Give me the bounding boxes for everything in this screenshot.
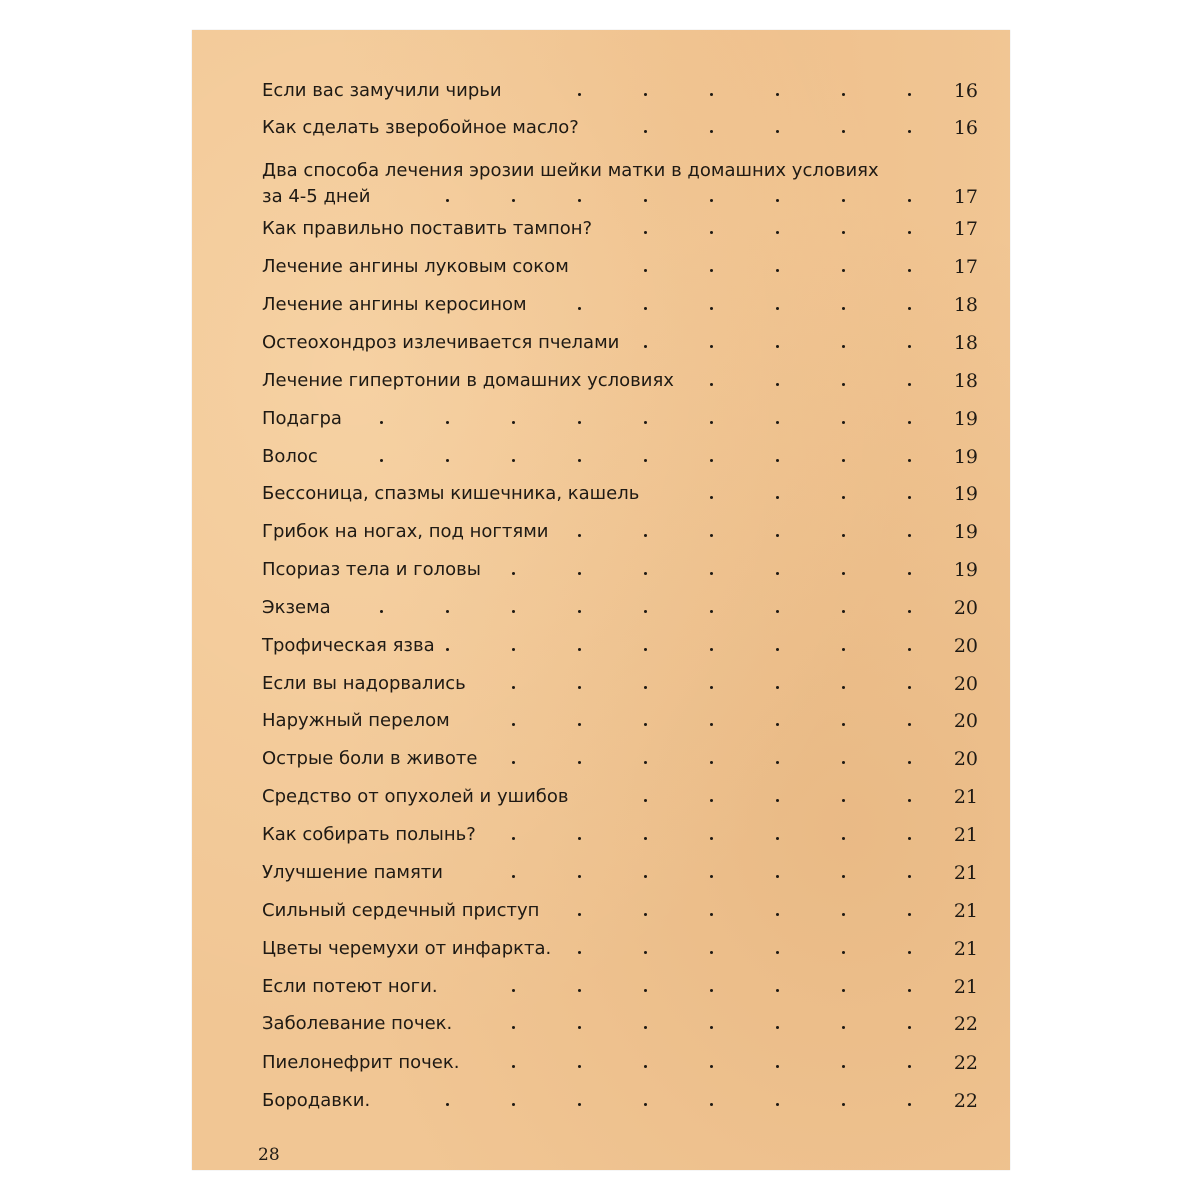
leader-dot [710, 307, 713, 310]
toc-entry-title: Лечение ангины луковым соком [262, 256, 569, 277]
toc-entry-page-number: 18 [953, 332, 978, 354]
leader-dot [776, 269, 779, 272]
toc-entry-page-number: 17 [953, 256, 978, 278]
leader-dot [710, 951, 713, 954]
leader-dot [710, 199, 713, 202]
leader-dot [842, 799, 845, 802]
leader-dot [380, 610, 383, 613]
leader-dot [710, 1103, 713, 1106]
toc-entry-title: Как правильно поставить тампон? [262, 218, 593, 239]
leader-dot [578, 761, 581, 764]
toc-entry-page-number: 20 [953, 748, 978, 770]
leader-dot [842, 1103, 845, 1106]
toc-entry-page-number: 22 [953, 1013, 978, 1035]
leader-dot [776, 686, 779, 689]
leader-dot [512, 723, 515, 726]
toc-entry-title: Подагра [262, 408, 342, 429]
leader-dot [710, 837, 713, 840]
page-number-footer: 28 [258, 1145, 280, 1165]
leader-dot [644, 345, 647, 348]
leader-dot [710, 1026, 713, 1029]
toc-entry-page-number: 22 [953, 1090, 978, 1112]
leader-dot [644, 686, 647, 689]
toc-entry-page-number: 20 [953, 710, 978, 732]
toc-entry-title: Трофическая язва [262, 635, 435, 656]
leader-dot [776, 421, 779, 424]
leader-dot [776, 913, 779, 916]
leader-dot [908, 459, 911, 462]
leader-dot [776, 345, 779, 348]
leader-dot [578, 951, 581, 954]
leader-dot [842, 534, 845, 537]
leader-dot [842, 913, 845, 916]
leader-dot [644, 648, 647, 651]
leader-dot [776, 1065, 779, 1068]
leader-dot [644, 421, 647, 424]
leader-dot [578, 1065, 581, 1068]
toc-entry-title: Пиелонефрит почек. [262, 1052, 460, 1073]
leader-dot [908, 269, 911, 272]
leader-dot [710, 1065, 713, 1068]
toc-entry-page-number: 17 [953, 218, 978, 240]
toc-entry-title: Если вы надорвались [262, 673, 466, 694]
leader-dot [908, 723, 911, 726]
leader-dot [446, 199, 449, 202]
leader-dot [644, 723, 647, 726]
leader-dot [842, 837, 845, 840]
book-page [192, 30, 1010, 1170]
table-of-contents [262, 30, 978, 1110]
leader-dot [908, 572, 911, 575]
leader-dot [842, 1065, 845, 1068]
leader-dot [908, 913, 911, 916]
toc-entry-page-number: 19 [953, 559, 978, 581]
toc-entry-title-continued: за 4-5 дней [262, 186, 371, 207]
leader-dot [710, 913, 713, 916]
toc-entry-title: Цветы черемухи от инфаркта. [262, 938, 552, 959]
leader-dot [578, 837, 581, 840]
leader-dot [908, 875, 911, 878]
leader-dot [710, 648, 713, 651]
leader-dot [776, 130, 779, 133]
toc-entry-page-number: 19 [953, 446, 978, 468]
toc-entry-title: Псориаз тела и головы [262, 559, 481, 580]
leader-dot [908, 1026, 911, 1029]
leader-dot [644, 1026, 647, 1029]
toc-entry-page-number: 19 [953, 483, 978, 505]
leader-dot [578, 989, 581, 992]
leader-dot [842, 761, 845, 764]
leader-dot [842, 93, 845, 96]
leader-dot [710, 723, 713, 726]
leader-dot [710, 231, 713, 234]
leader-dot [908, 383, 911, 386]
leader-dot [842, 610, 845, 613]
leader-dot [842, 307, 845, 310]
leader-dot [446, 610, 449, 613]
leader-dot [776, 199, 779, 202]
toc-entry-page-number: 21 [953, 786, 978, 808]
leader-dot [512, 1103, 515, 1106]
leader-dot [776, 875, 779, 878]
leader-dot [776, 496, 779, 499]
leader-dot [908, 93, 911, 96]
leader-dot [578, 307, 581, 310]
leader-dot [842, 875, 845, 878]
leader-dot [908, 130, 911, 133]
leader-dot [578, 913, 581, 916]
leader-dot [446, 421, 449, 424]
toc-entry-page-number: 16 [953, 80, 978, 102]
leader-dot [644, 1065, 647, 1068]
leader-dot [446, 648, 449, 651]
leader-dot [644, 199, 647, 202]
leader-dot [512, 989, 515, 992]
leader-dot [578, 875, 581, 878]
leader-dot [644, 269, 647, 272]
leader-dot [776, 951, 779, 954]
leader-dot [776, 1103, 779, 1106]
leader-dot [842, 723, 845, 726]
leader-dot [842, 686, 845, 689]
leader-dot [710, 610, 713, 613]
leader-dot [776, 989, 779, 992]
leader-dot [776, 383, 779, 386]
leader-dot [512, 421, 515, 424]
leader-dot [380, 421, 383, 424]
leader-dot [578, 93, 581, 96]
leader-dot [710, 686, 713, 689]
leader-dot [644, 610, 647, 613]
leader-dot [842, 1026, 845, 1029]
toc-entry-page-number: 20 [953, 597, 978, 619]
leader-dot [710, 875, 713, 878]
leader-dot [578, 648, 581, 651]
leader-dot [908, 345, 911, 348]
leader-dot [842, 951, 845, 954]
toc-entry-page-number: 16 [953, 117, 978, 139]
toc-entry-title: Как сделать зверобойное масло? [262, 117, 579, 138]
leader-dot [908, 837, 911, 840]
toc-entry-page-number: 17 [953, 186, 978, 208]
leader-dot [644, 130, 647, 133]
leader-dot [842, 269, 845, 272]
leader-dot [908, 1103, 911, 1106]
leader-dot [776, 610, 779, 613]
toc-entry-title: Если потеют ноги. [262, 976, 438, 997]
toc-entry-title: Средство от опухолей и ушибов [262, 786, 569, 807]
leader-dot [512, 1026, 515, 1029]
leader-dot [776, 459, 779, 462]
leader-dot [578, 610, 581, 613]
leader-dot [578, 1026, 581, 1029]
leader-dot [710, 383, 713, 386]
leader-dot [710, 269, 713, 272]
leader-dot [512, 610, 515, 613]
leader-dot [908, 307, 911, 310]
dot-leader [262, 406, 978, 432]
toc-entry-title: Два способа лечения эрозии шейки матки в домашних условиях [262, 160, 879, 181]
leader-dot [908, 231, 911, 234]
toc-entry-title: Как собирать полынь? [262, 824, 476, 845]
leader-dot [644, 534, 647, 537]
leader-dot [842, 130, 845, 133]
leader-dot [512, 199, 515, 202]
leader-dot [776, 93, 779, 96]
leader-dot [644, 459, 647, 462]
leader-dot [842, 231, 845, 234]
leader-dot [908, 1065, 911, 1068]
toc-entry-title: Улучшение памяти [262, 862, 443, 883]
leader-dot [908, 686, 911, 689]
leader-dot [908, 799, 911, 802]
leader-dot [842, 989, 845, 992]
leader-dot [710, 989, 713, 992]
toc-entry-page-number: 21 [953, 824, 978, 846]
leader-dot [512, 875, 515, 878]
toc-entry-page-number: 21 [953, 862, 978, 884]
leader-dot [776, 761, 779, 764]
toc-entry-title: Лечение ангины керосином [262, 294, 527, 315]
leader-dot [842, 496, 845, 499]
leader-dot [776, 837, 779, 840]
leader-dot [578, 572, 581, 575]
leader-dot [644, 572, 647, 575]
leader-dot [644, 231, 647, 234]
leader-dot [776, 572, 779, 575]
toc-entry-title: Грибок на ногах, под ногтями [262, 521, 549, 542]
leader-dot [512, 648, 515, 651]
toc-entry-page-number: 20 [953, 673, 978, 695]
leader-dot [908, 761, 911, 764]
leader-dot [776, 799, 779, 802]
leader-dot [446, 1103, 449, 1106]
leader-dot [908, 199, 911, 202]
leader-dot [578, 686, 581, 689]
leader-dot [908, 534, 911, 537]
toc-entry-page-number: 19 [953, 408, 978, 430]
toc-entry-title: Волос [262, 446, 318, 467]
toc-entry-page-number: 22 [953, 1052, 978, 1074]
leader-dot [578, 199, 581, 202]
leader-dot [776, 648, 779, 651]
leader-dot [776, 1026, 779, 1029]
toc-entry-title: Если вас замучили чирьи [262, 80, 502, 101]
leader-dot [710, 459, 713, 462]
leader-dot [644, 913, 647, 916]
toc-entry-title: Бородавки. [262, 1090, 371, 1111]
leader-dot [578, 459, 581, 462]
toc-entry-title: Экзема [262, 597, 331, 618]
leader-dot [776, 534, 779, 537]
leader-dot [842, 383, 845, 386]
toc-entry-page-number: 19 [953, 521, 978, 543]
toc-entry-page-number: 18 [953, 294, 978, 316]
toc-entry-title: Остеохондроз излечивается пчелами [262, 332, 620, 353]
leader-dot [644, 1103, 647, 1106]
toc-entry-page-number: 21 [953, 976, 978, 998]
leader-dot [578, 421, 581, 424]
leader-dot [644, 93, 647, 96]
leader-dot [908, 989, 911, 992]
leader-dot [842, 459, 845, 462]
leader-dot [842, 345, 845, 348]
leader-dot [578, 534, 581, 537]
leader-dot [908, 648, 911, 651]
leader-dot [710, 130, 713, 133]
leader-dot [512, 1065, 515, 1068]
leader-dot [644, 761, 647, 764]
toc-entry-title: Лечение гипертонии в домашних условиях [262, 370, 674, 391]
toc-entry-title: Острые боли в животе [262, 748, 478, 769]
leader-dot [842, 199, 845, 202]
leader-dot [644, 307, 647, 310]
leader-dot [644, 799, 647, 802]
leader-dot [908, 951, 911, 954]
toc-entry-page-number: 21 [953, 938, 978, 960]
leader-dot [512, 572, 515, 575]
toc-entry-title: Заболевание почек. [262, 1013, 453, 1034]
leader-dot [512, 837, 515, 840]
leader-dot [776, 307, 779, 310]
leader-dot [644, 951, 647, 954]
leader-dot [776, 723, 779, 726]
leader-dot [908, 610, 911, 613]
toc-entry-page-number: 18 [953, 370, 978, 392]
leader-dot [512, 761, 515, 764]
leader-dot [908, 496, 911, 499]
leader-dot [842, 648, 845, 651]
toc-entry-page-number: 20 [953, 635, 978, 657]
toc-entry-title: Бессоница, спазмы кишечника, кашель [262, 483, 640, 504]
dot-leader [262, 444, 978, 470]
leader-dot [644, 837, 647, 840]
leader-dot [710, 799, 713, 802]
leader-dot [578, 723, 581, 726]
toc-entry-title: Наружный перелом [262, 710, 450, 731]
leader-dot [710, 534, 713, 537]
leader-dot [710, 93, 713, 96]
leader-dot [710, 496, 713, 499]
leader-dot [578, 1103, 581, 1106]
leader-dot [512, 459, 515, 462]
leader-dot [776, 231, 779, 234]
leader-dot [842, 572, 845, 575]
leader-dot [380, 459, 383, 462]
leader-dot [644, 989, 647, 992]
leader-dot [446, 459, 449, 462]
leader-dot [644, 875, 647, 878]
leader-dot [710, 761, 713, 764]
leader-dot [710, 345, 713, 348]
leader-dot [842, 421, 845, 424]
leader-dot [710, 421, 713, 424]
leader-dot [908, 421, 911, 424]
leader-dot [710, 572, 713, 575]
dot-leader [262, 595, 978, 621]
leader-dot [512, 686, 515, 689]
toc-entry-title: Сильный сердечный приступ [262, 900, 540, 921]
toc-entry-page-number: 21 [953, 900, 978, 922]
